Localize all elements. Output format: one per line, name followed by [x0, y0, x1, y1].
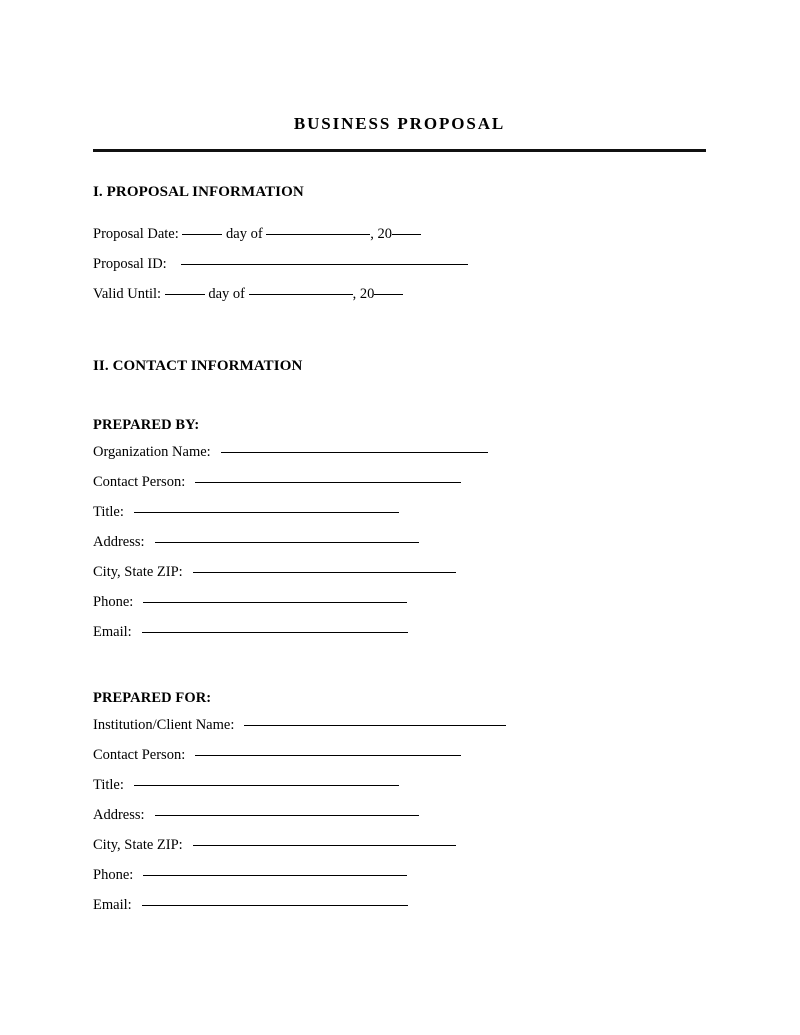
- institution-client-name-label: Institution/Client Name:: [93, 717, 235, 733]
- field-row-proposal-id: [93, 255, 706, 285]
- organization-name-label: Organization Name:: [93, 444, 211, 460]
- prepared-for-fields: [93, 716, 706, 926]
- field-row-title: [93, 776, 706, 806]
- page-title: BUSINESS PROPOSAL: [293, 114, 506, 133]
- field-row-title: [93, 503, 706, 533]
- field-row-institution-client-name: [93, 716, 706, 746]
- contact-person-label: Contact Person:: [93, 474, 186, 490]
- section-heading-proposal-information: I. PROPOSAL INFORMATION: [93, 184, 304, 200]
- field-row-address: [93, 533, 706, 563]
- email-label: Email:: [93, 624, 132, 640]
- phone-label: Phone:: [93, 867, 134, 883]
- subheading-prepared-by: PREPARED BY:: [93, 417, 200, 433]
- phone-input-line[interactable]: [143, 602, 407, 603]
- contact-person-input-line[interactable]: [195, 482, 461, 483]
- address-label: Address:: [93, 807, 145, 823]
- proposal-date-day-blank[interactable]: [182, 234, 222, 235]
- contact-person-label: Contact Person:: [93, 747, 186, 763]
- prepared-by-fields: [93, 443, 706, 653]
- field-row-contact-person: [93, 473, 706, 503]
- proposal-id-label: Proposal ID:: [93, 256, 167, 272]
- field-row-address: [93, 806, 706, 836]
- city-state-zip-label: City, State ZIP:: [93, 564, 183, 580]
- valid-until-day-of-text: day of: [208, 286, 245, 302]
- field-row-email: [93, 623, 706, 653]
- phone-input-line[interactable]: [143, 875, 407, 876]
- organization-name-input-line[interactable]: [221, 452, 488, 453]
- field-row-city-state-zip: [93, 836, 706, 866]
- document-content: [93, 0, 706, 926]
- section-heading-contact-information: II. CONTACT INFORMATION: [93, 358, 303, 374]
- title-label: Title:: [93, 504, 124, 520]
- city-state-zip-input-line[interactable]: [193, 572, 456, 573]
- title-divider: [93, 149, 706, 152]
- title-input-line[interactable]: [134, 785, 399, 786]
- proposal-date-year-prefix: , 20: [370, 226, 393, 242]
- field-row-email: [93, 896, 706, 926]
- institution-client-name-input-line[interactable]: [244, 725, 506, 726]
- field-row-valid-until: [93, 285, 706, 315]
- city-state-zip-input-line[interactable]: [193, 845, 456, 846]
- title-input-line[interactable]: [134, 512, 399, 513]
- proposal-id-input-line[interactable]: [181, 264, 468, 265]
- field-row-phone: [93, 866, 706, 896]
- proposal-date-year-blank[interactable]: [392, 234, 421, 235]
- field-row-city-state-zip: [93, 563, 706, 593]
- proposal-date-label: Proposal Date:: [93, 226, 179, 242]
- proposal-date-day-of-text: day of: [226, 226, 263, 242]
- valid-until-label: Valid Until:: [93, 286, 162, 302]
- valid-until-year-prefix: , 20: [352, 286, 375, 302]
- address-input-line[interactable]: [155, 815, 419, 816]
- field-row-phone: [93, 593, 706, 623]
- field-row-contact-person: [93, 746, 706, 776]
- valid-until-year-blank[interactable]: [374, 294, 403, 295]
- field-row-proposal-date: [93, 225, 706, 255]
- email-label: Email:: [93, 897, 132, 913]
- field-row-organization-name: [93, 443, 706, 473]
- contact-person-input-line[interactable]: [195, 755, 461, 756]
- email-input-line[interactable]: [142, 632, 408, 633]
- email-input-line[interactable]: [142, 905, 408, 906]
- proposal-date-month-blank[interactable]: [266, 234, 370, 235]
- valid-until-month-blank[interactable]: [249, 294, 353, 295]
- title-label: Title:: [93, 777, 124, 793]
- address-input-line[interactable]: [155, 542, 419, 543]
- address-label: Address:: [93, 534, 145, 550]
- proposal-information-fields: [93, 225, 706, 315]
- city-state-zip-label: City, State ZIP:: [93, 837, 183, 853]
- valid-until-day-blank[interactable]: [165, 294, 205, 295]
- subheading-prepared-for: PREPARED FOR:: [93, 690, 212, 706]
- phone-label: Phone:: [93, 594, 134, 610]
